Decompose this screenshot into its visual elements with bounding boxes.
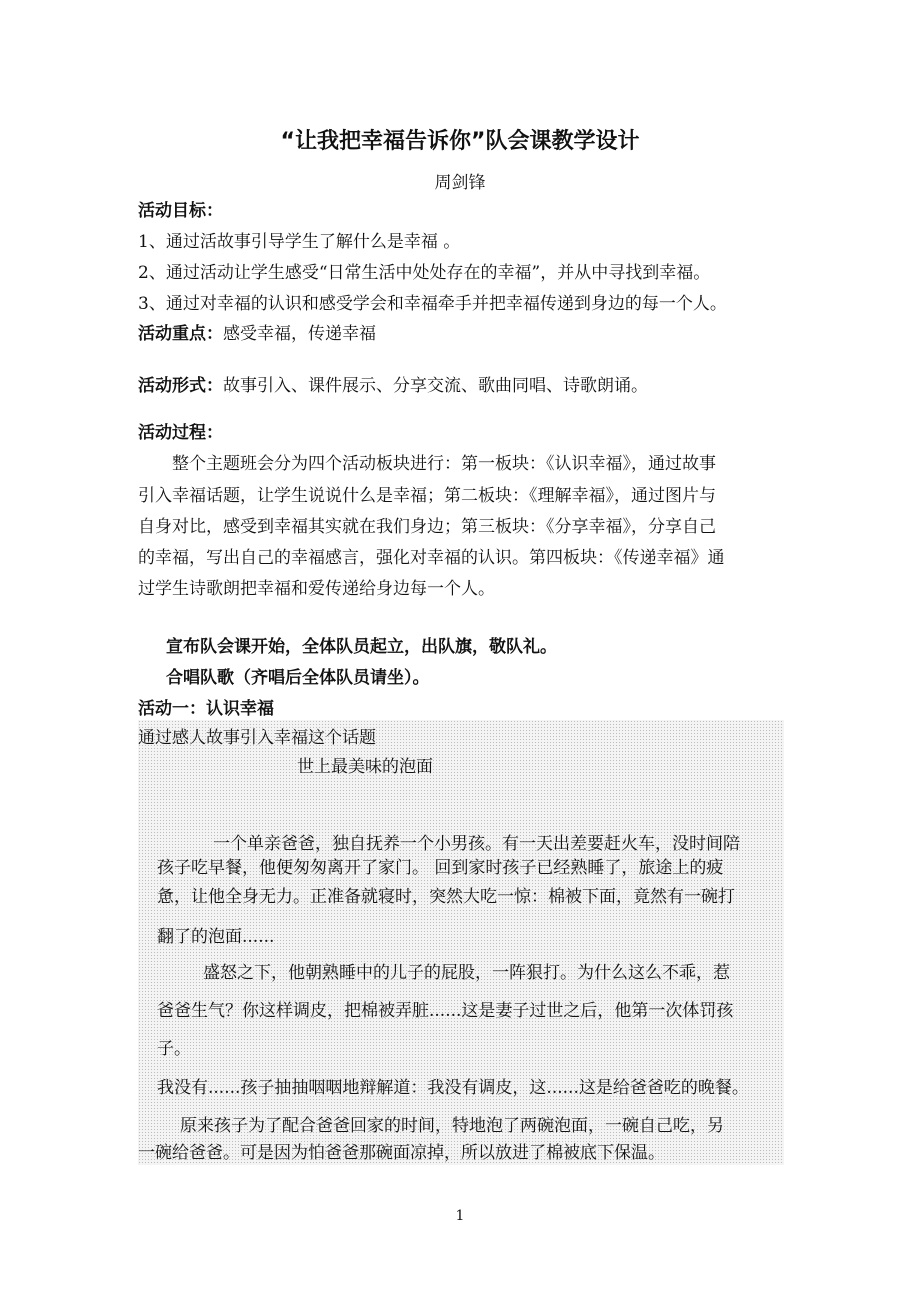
form-line	[138, 375, 648, 397]
author-name: 周剑锋	[434, 173, 486, 193]
process-heading: 活动过程：	[138, 423, 223, 443]
story-line: 原来孩子为了配合爸爸回家的时间，特地泡了两碗泡面，一碗自己吃，另	[180, 1116, 724, 1136]
page-number: 1	[455, 1208, 465, 1224]
goal-item: 2、通过活动让学生感受“日常生活中处处存在的幸福”，并从中寻找到幸福。	[138, 263, 711, 283]
story-line: 一碗给爸爸。可是因为怕爸爸那碗面凉掉，所以放进了棉被底下保温。	[138, 1143, 665, 1163]
announce-line: 合唱队歌（齐唱后全体队员请坐）。	[166, 668, 430, 688]
process-line: 的幸福，写出自己的幸福感言，强化对幸福的认识。第四板块：《传递幸福》通	[138, 548, 725, 568]
focus-text: 感受幸福，传递幸福	[223, 324, 376, 344]
process-line: 引入幸福话题，让学生说说什么是幸福；第二板块：《理解幸福》，通过图片与	[138, 486, 716, 506]
goal-item: 3、通过对幸福的认识和感受学会和幸福牵手并把幸福传递到身边的每一个人。	[138, 294, 727, 314]
story-line: 爸爸生气？你这样调皮，把棉被弄脏......这是妻子过世之后，他第一次体罚孩	[157, 1001, 734, 1021]
story-title: 世上最美味的泡面	[297, 757, 433, 777]
announce-line: 宣布队会课开始，全体队员起立，出队旗，敬队礼。	[166, 637, 557, 657]
story-line: 子。	[157, 1039, 191, 1059]
form-text: 故事引入、课件展示、分享交流、歌曲同唱、诗歌朗诵。	[223, 376, 648, 396]
process-line: 自身对比，感受到幸福其实就在我们身边；第三板块：《分享幸福》，分享自己	[138, 517, 716, 537]
story-line: 翻了的泡面......	[157, 927, 275, 947]
focus-line	[138, 323, 376, 345]
story-line: 盛怒之下，他朝熟睡中的儿子的屁股，一阵狠打。为什么这么不乖，惹	[203, 963, 730, 983]
process-line: 过学生诗歌朗把幸福和爱传递给身边每一个人。	[138, 579, 495, 599]
goals-heading: 活动目标：	[138, 201, 223, 221]
process-line: 整个主题班会分为四个活动板块进行：第一板块：《认识幸福》，通过故事	[172, 454, 716, 474]
activity1-intro: 通过感人故事引入幸福这个话题	[138, 728, 376, 748]
focus-label: 活动重点：	[138, 324, 223, 344]
story-line: 孩子吃早餐，他便匆匆离开了家门。 回到家时孩子已经熟睡了，旅途上的疲	[157, 858, 724, 878]
form-label: 活动形式：	[138, 376, 223, 396]
story-line: 惫，让他全身无力。正准备就寝时，突然大吃一惊：棉被下面，竟然有一碗打	[157, 887, 735, 907]
story-line: 我没有......孩子抽抽咽咽地辩解道：我没有调皮，这......这是给爸爸吃的晚餐。	[157, 1078, 749, 1098]
story-line: 一个单亲爸爸，独自抚养一个小男孩。有一天出差要赶火车，没时间陪	[213, 834, 740, 854]
activity1-heading: 活动一：认识幸福	[138, 699, 274, 719]
document-title: “让我把幸福告诉你”队会课教学设计	[280, 129, 640, 154]
goal-item: 1、通过活故事引导学生了解什么是幸福 。	[138, 232, 461, 252]
